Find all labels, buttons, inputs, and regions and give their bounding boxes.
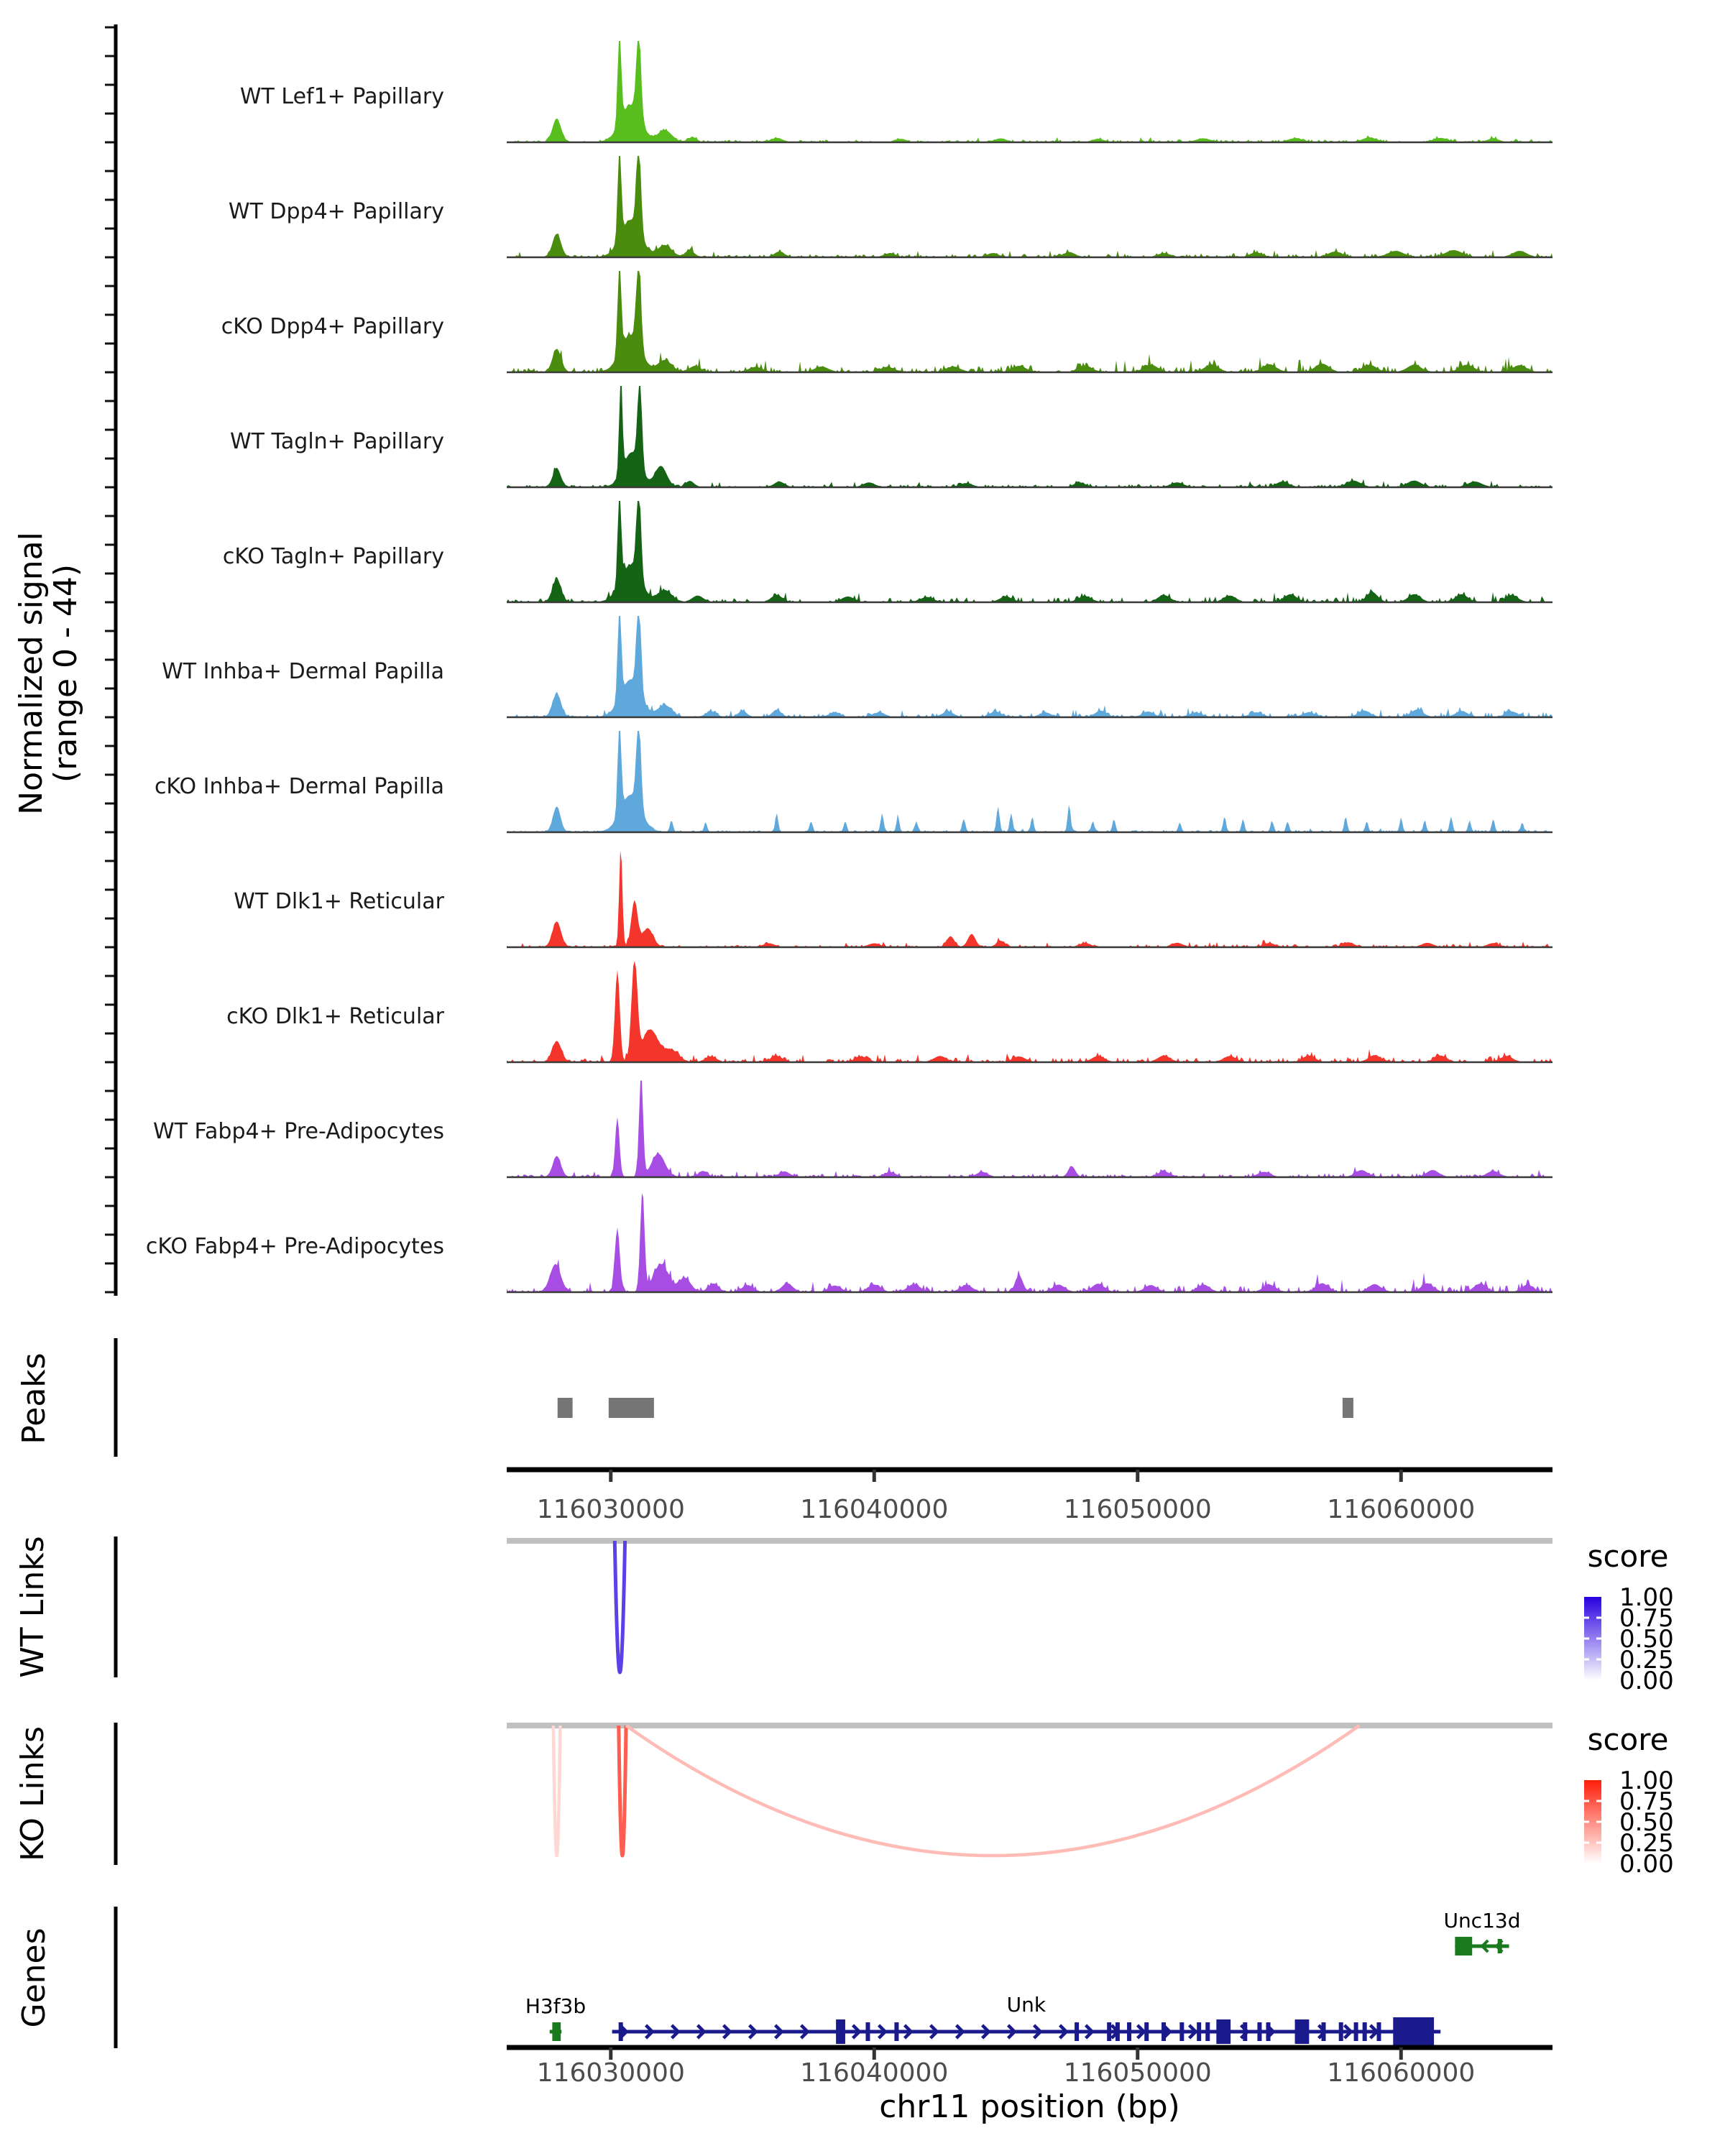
gene-unk-exon-tick [1354, 2022, 1358, 2041]
wt-score-legend-bar-tick [1596, 1638, 1601, 1640]
ko-score-legend-bar-tick [1584, 1800, 1589, 1802]
gene-unk-exon-tick [894, 2022, 898, 2041]
signal-axis-title-line1: Normalized signal [13, 532, 50, 815]
ko-score-legend-bar-tick [1584, 1842, 1589, 1844]
gene-unk-exon-tick [1197, 2022, 1201, 2041]
gene-unk-exon-tick [1363, 2022, 1367, 2041]
gene-unk-exon-tick [1257, 2022, 1261, 2041]
peaks-position-axis-tick-label: 116030000 [536, 1495, 685, 1524]
ko-score-legend-tick-label: 0.25 [1619, 1829, 1674, 1858]
ko-score-legend-tick-label: 0.75 [1619, 1787, 1674, 1816]
wt-links-panel-label: WT Links [14, 1536, 51, 1678]
peaks-position-axis-tick-label: 116040000 [800, 1495, 949, 1524]
gene-unk-exon-tick [1116, 2022, 1120, 2041]
gene-unk-exon-tick [1075, 2022, 1079, 2041]
gene-unk-exon-tick [1322, 2022, 1326, 2041]
ko-score-legend-tick-label: 0.50 [1619, 1808, 1674, 1837]
wt-score-legend-tick-label: 0.50 [1619, 1625, 1674, 1654]
ko-score-legend-bar-tick [1596, 1800, 1601, 1802]
gene-unk-exon-tick [619, 2022, 623, 2041]
wt-score-legend-bar-tick [1584, 1638, 1589, 1640]
gene-unk-exon-tick [1162, 2022, 1166, 2041]
gene-unc13d-label: Unc13d [1443, 1909, 1521, 1932]
genes-position-axis-tick-label: 116040000 [800, 2058, 949, 2088]
wt-score-legend-tick-label: 0.75 [1619, 1604, 1674, 1633]
wt-score-legend-title: score [1587, 1539, 1669, 1574]
track-label-9: cKO Dlk1+ Reticular [226, 1004, 444, 1029]
gene-unk-label: Unk [1006, 1993, 1046, 2017]
genes-position-axis-tick-label: 116060000 [1327, 2058, 1476, 2088]
gene-unk-exon-tick [1243, 2022, 1247, 2041]
gene-unk-exon-tick [1376, 2022, 1381, 2041]
gene-unk-exon-tick [1339, 2022, 1343, 2041]
gene-unk-exon-box [1295, 2019, 1310, 2044]
wt-score-legend-bar-tick [1596, 1659, 1601, 1661]
gene-h3f3b-exon-box [552, 2022, 561, 2041]
signal-axis-title-line2: (range 0 - 44) [47, 563, 84, 783]
track-label-4: WT Tagln+ Papillary [230, 429, 444, 454]
wt-score-legend-tick-label: 0.25 [1619, 1646, 1674, 1674]
gene-unk-exon-box [836, 2019, 845, 2044]
ko-score-legend-bar-tick [1596, 1842, 1601, 1844]
track-label-3: cKO Dpp4+ Papillary [221, 314, 444, 339]
peaks-position-axis-tick-label: 116060000 [1327, 1495, 1476, 1524]
ko-score-legend-tick-label: 1.00 [1619, 1766, 1674, 1795]
ko-score-legend-tick-label: 0.00 [1619, 1850, 1674, 1879]
gene-unk-exon-tick [1179, 2022, 1184, 2041]
gene-unk-exon-tick [1205, 2022, 1210, 2041]
peak-interval-2 [609, 1398, 654, 1418]
track-label-7: cKO Inhba+ Dermal Papilla [154, 774, 444, 799]
gene-unk-exon-tick [1127, 2022, 1131, 2041]
track-label-11: cKO Fabp4+ Pre-Adipocytes [145, 1234, 444, 1259]
track-label-8: WT Dlk1+ Reticular [234, 889, 444, 914]
ko-score-legend-title: score [1587, 1722, 1669, 1757]
gene-unk-exon-box [1216, 2019, 1230, 2044]
wt-score-legend-bar-tick [1584, 1659, 1589, 1661]
track-label-5: cKO Tagln+ Papillary [222, 544, 444, 569]
genes-position-axis-tick-label: 116050000 [1063, 2058, 1212, 2088]
track-label-2: WT Dpp4+ Papillary [228, 199, 444, 224]
gene-unk-terminal-exon-box [1393, 2017, 1434, 2046]
wt-score-legend-bar-tick [1584, 1617, 1589, 1619]
track-label-1: WT Lef1+ Papillary [239, 84, 444, 109]
ko-links-panel-label: KO Links [14, 1726, 51, 1862]
gene-unc13d-exon-box [1455, 1937, 1472, 1955]
wt-score-legend-tick-label: 0.00 [1619, 1667, 1674, 1695]
genes-position-axis-tick-label: 116030000 [536, 2058, 685, 2088]
track-label-10: WT Fabp4+ Pre-Adipocytes [153, 1119, 444, 1144]
gene-h3f3b-label: H3f3b [525, 1994, 586, 2018]
genes-panel-label: Genes [16, 1927, 52, 2028]
peak-interval-3 [1343, 1398, 1353, 1418]
peak-interval-1 [558, 1398, 573, 1418]
ko-score-legend-bar-tick [1596, 1821, 1601, 1823]
track-label-6: WT Inhba+ Dermal Papilla [162, 659, 444, 684]
gene-unk-exon-tick [865, 2022, 870, 2041]
ko-score-legend-bar-tick [1584, 1821, 1589, 1823]
gene-unk-exon-tick [1144, 2022, 1149, 2041]
gene-unk-exon-tick [1107, 2022, 1111, 2041]
peaks-panel-label: Peaks [16, 1353, 52, 1445]
peaks-position-axis-tick-label: 116050000 [1063, 1495, 1212, 1524]
wt-score-legend-bar-tick [1596, 1617, 1601, 1619]
wt-score-legend-tick-label: 1.00 [1619, 1583, 1674, 1612]
gene-unk-exon-tick [1266, 2022, 1271, 2041]
x-axis-title: chr11 position (bp) [879, 2088, 1180, 2125]
gene-unc13d-exon-tick [1498, 1939, 1502, 1953]
